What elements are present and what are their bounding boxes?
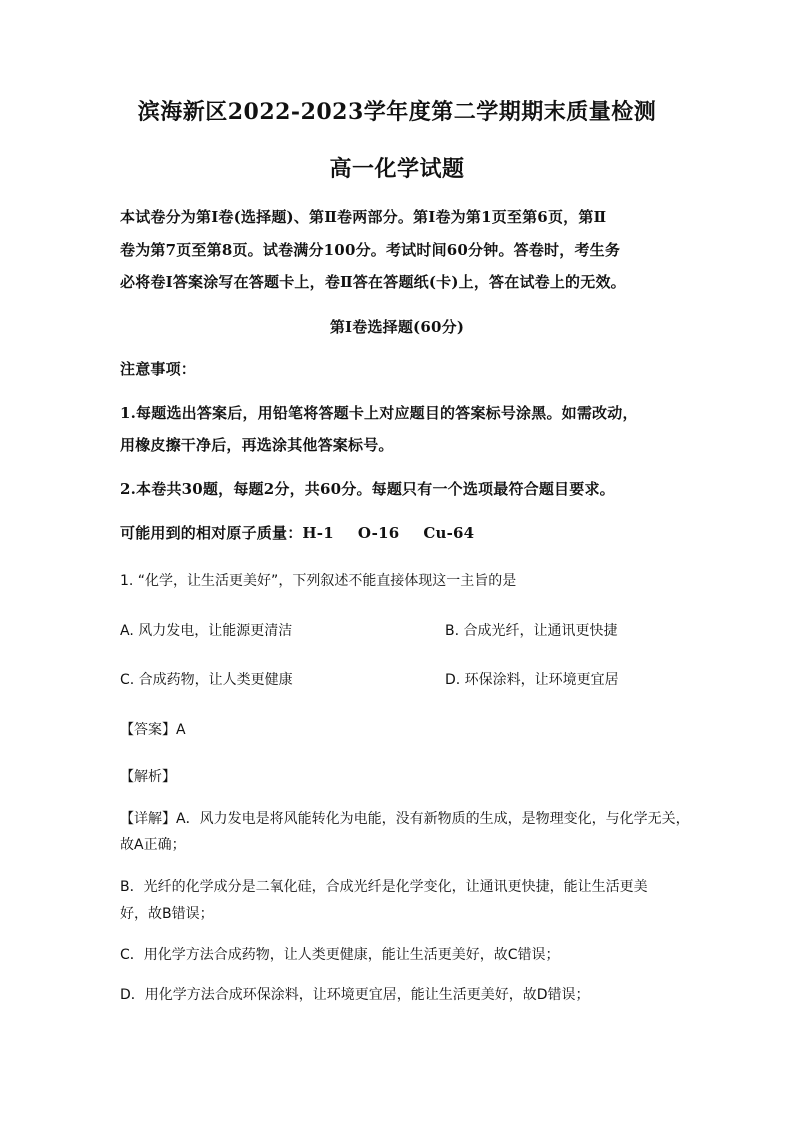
note-2: 2.本卷共30题，每题2分，共60分。每题只有一个选项最符合题目要求。 <box>120 480 615 498</box>
option-d: D. 环保涂料，让环境更宜居 <box>445 672 619 688</box>
option-c: C. 合成药物，让人类更健康 <box>120 672 293 688</box>
option-b: B. 合成光纤，让通讯更快捷 <box>445 623 618 639</box>
section-title: 第Ⅰ卷选择题(60分) <box>329 318 465 336</box>
exam-title: 滨海新区2022-2023学年度第二学期期末质量检测 <box>137 99 657 125</box>
atomic-mass-h: H-1 <box>302 524 334 542</box>
detail-line-2: 故A正确； <box>120 837 186 853</box>
analysis-heading: 【解析】 <box>120 769 176 785</box>
exam-subtitle: 高一化学试题 <box>329 156 465 182</box>
notes-heading: 注意事项： <box>120 360 197 378</box>
explanation-d: D．用化学方法合成环保涂料，让环境更宜居，能让生活更美好，故D错误； <box>120 987 590 1003</box>
intro-line-2: 卷为第7页至第8页。试卷满分100分。考试时间60分钟。答卷时，考生务 <box>120 241 621 259</box>
intro-line-1: 本试卷分为第Ⅰ卷(选择题)、第Ⅱ卷两部分。第Ⅰ卷为第1页至第6页，第Ⅱ <box>120 208 607 226</box>
explanation-b-line-2: 好，故B错误； <box>120 906 214 922</box>
explanation-b-line-1: B．光纤的化学成分是二氧化硅，合成光纤是化学变化，让通讯更快捷，能让生活更美 <box>120 879 648 895</box>
note-1-line-1: 1.每题选出答案后，用铅笔将答题卡上对应题目的答案标号涂黑。如需改动， <box>120 404 638 422</box>
atomic-masses-label: 可能用到的相对原子质量： <box>120 524 303 542</box>
option-a: A. 风力发电，让能源更清洁 <box>120 623 293 639</box>
question-1-stem: 1. “化学，让生活更美好”，下列叙述不能直接体现这一主旨的是 <box>120 573 517 589</box>
atomic-mass-cu: Cu-64 <box>423 524 475 542</box>
intro-line-3: 必将卷Ⅰ答案涂写在答题卡上，卷Ⅱ答在答题纸(卡)上，答在试卷上的无效。 <box>120 273 626 291</box>
atomic-mass-o: O-16 <box>357 524 400 542</box>
explanation-c: C．用化学方法合成药物，让人类更健康，能让生活更美好，故C错误； <box>120 947 560 963</box>
note-1-line-2: 用橡皮擦干净后，再选涂其他答案标号。 <box>120 436 394 454</box>
atomic-masses <box>120 522 474 543</box>
answer: 【答案】A <box>120 722 186 738</box>
detail-line-1: 【详解】A．风力发电是将风能转化为电能，没有新物质的生成，是物理变化，与化学无关， <box>120 811 690 827</box>
